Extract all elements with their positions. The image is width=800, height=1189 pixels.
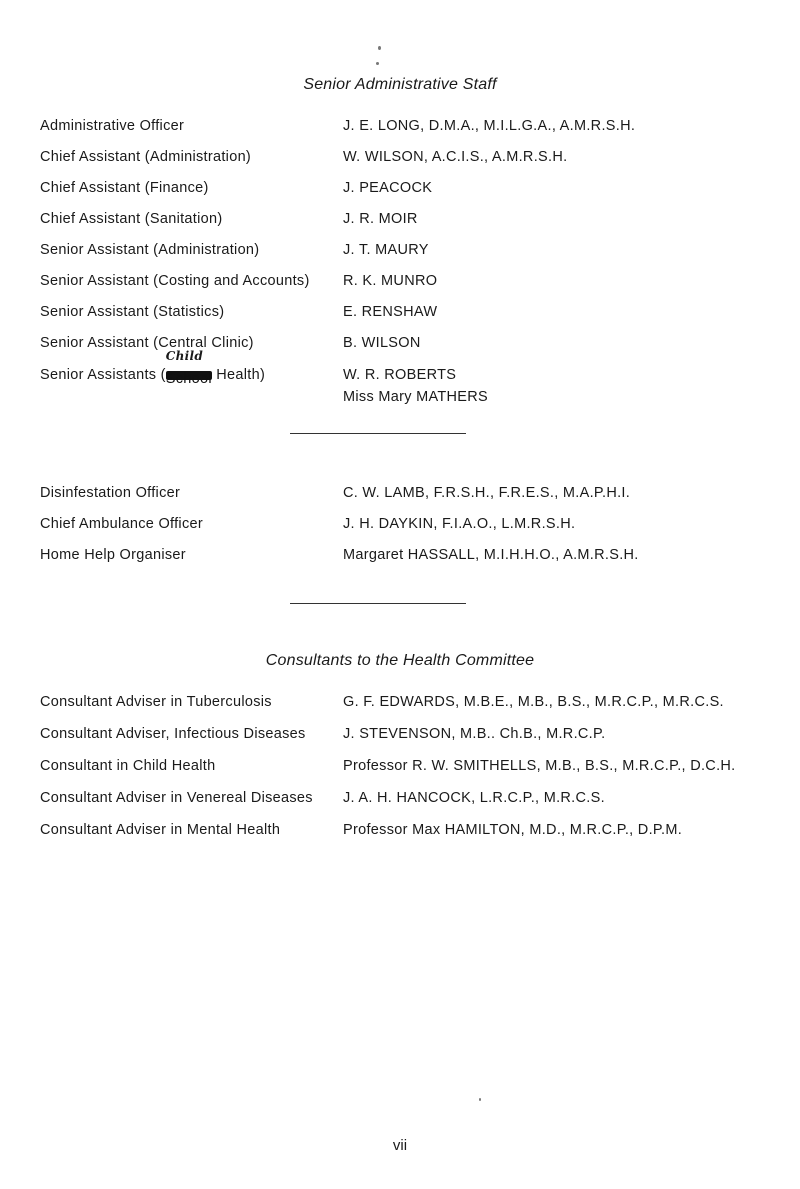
senior-staff-heading: Senior Administrative Staff — [303, 76, 497, 93]
scan-speck — [376, 62, 379, 65]
consultant-name: J. STEVENSON, M.B.. Ch.B., M.R.C.P. — [343, 726, 606, 742]
staff-name: J. T. MAURY — [343, 242, 429, 258]
staff-name: B. WILSON — [343, 335, 421, 351]
role-label: Consultant Adviser in Tuberculosis — [40, 694, 272, 710]
role-prefix: Senior Assistants ( — [40, 367, 166, 383]
consultant-name: G. F. EDWARDS, M.B.E., M.B., B.S., M.R.C.P., M.R.C.S. — [343, 694, 724, 710]
handwritten-correction: Child — [165, 349, 204, 363]
staff-name: Miss Mary MATHERS — [343, 389, 488, 405]
role-label: Consultant in Child Health — [40, 758, 216, 774]
role-label: Consultant Adviser in Venereal Diseases — [40, 790, 313, 806]
role-label: Chief Assistant (Finance) — [40, 180, 209, 196]
staff-name: J. R. MOIR — [343, 211, 418, 227]
role-label-assistants — [40, 349, 266, 387]
staff-name: J. H. DAYKIN, F.I.A.O., L.M.R.S.H. — [343, 516, 576, 532]
staff-name: J. PEACOCK — [343, 180, 433, 196]
role-label: Chief Assistant (Administration) — [40, 149, 252, 165]
role-label: Senior Assistant (Costing and Accounts) — [40, 273, 310, 289]
consultant-name: J. A. H. HANCOCK, L.R.C.P., M.R.C.S. — [343, 790, 605, 806]
role-label: Senior Assistant (Statistics) — [40, 304, 225, 320]
role-label: Chief Ambulance Officer — [40, 516, 203, 532]
role-label: Disinfestation Officer — [40, 485, 181, 501]
role-label: Consultant Adviser in Mental Health — [40, 822, 281, 838]
staff-name: J. E. LONG, D.M.A., M.I.L.G.A., A.M.R.S.H. — [343, 118, 636, 134]
scan-speck — [378, 46, 381, 50]
divider — [290, 603, 466, 604]
role-label: Chief Assistant (Sanitation) — [40, 211, 223, 227]
role-label: Consultant Adviser, Infectious Diseases — [40, 726, 306, 742]
staff-name: W. WILSON, A.C.I.S., A.M.R.S.H. — [343, 149, 568, 165]
staff-name: W. R. ROBERTS — [343, 367, 457, 383]
struck-word: School — [165, 370, 212, 387]
divider — [290, 433, 466, 434]
staff-name: E. RENSHAW — [343, 304, 438, 320]
role-label: Senior Assistant (Central Clinic) — [40, 335, 254, 351]
consultant-name: Professor Max HAMILTON, M.D., M.R.C.P., D.P.M. — [343, 822, 683, 838]
scan-speck — [479, 1098, 481, 1101]
staff-name: R. K. MUNRO — [343, 273, 438, 289]
role-label: Home Help Organiser — [40, 547, 186, 563]
consultant-name: Professor R. W. SMITHELLS, M.B., B.S., M.R.C.P., D.C.H. — [343, 758, 736, 774]
page-number: vii — [392, 1137, 408, 1154]
role-suffix: Health) — [211, 367, 266, 383]
consultants-heading: Consultants to the Health Committee — [265, 652, 535, 669]
role-label: Senior Assistant (Administration) — [40, 242, 260, 258]
role-label: Administrative Officer — [40, 118, 185, 134]
staff-name: C. W. LAMB, F.R.S.H., F.R.E.S., M.A.P.H.I. — [343, 485, 631, 501]
correction — [165, 349, 212, 387]
staff-name: Margaret HASSALL, M.I.H.H.O., A.M.R.S.H. — [343, 547, 639, 563]
